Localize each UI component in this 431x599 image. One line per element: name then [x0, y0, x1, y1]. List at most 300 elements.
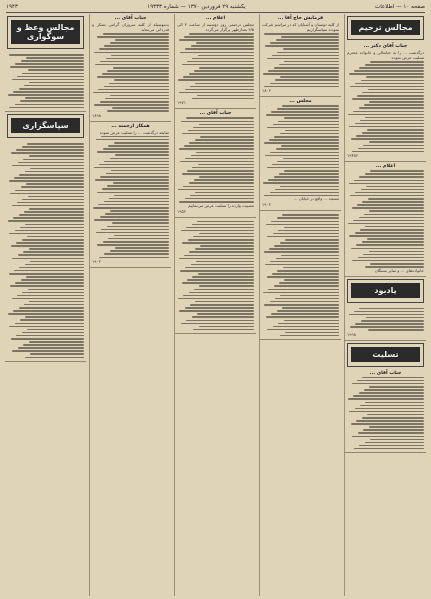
column-4	[89, 14, 171, 596]
text-line	[270, 261, 339, 263]
banner-frame	[347, 343, 424, 367]
text-line	[109, 198, 169, 200]
text-line	[100, 101, 169, 103]
text-line	[365, 226, 424, 228]
text-line	[359, 392, 424, 394]
text-line	[273, 124, 339, 126]
text-line	[97, 192, 169, 194]
text-line	[190, 195, 254, 197]
text-line	[24, 211, 84, 213]
text-line	[369, 141, 424, 143]
text-line	[196, 261, 254, 263]
text-line	[195, 83, 254, 85]
text-line	[349, 126, 424, 128]
text-line	[272, 273, 339, 275]
text-line	[280, 242, 339, 244]
text-line	[361, 189, 424, 191]
text-line	[194, 179, 254, 181]
text-lines	[92, 136, 169, 258]
text-line	[282, 214, 339, 216]
text-line	[270, 83, 339, 85]
banner-frame	[7, 114, 84, 138]
text-line	[107, 185, 169, 187]
text-line	[113, 67, 169, 69]
text-line	[351, 248, 424, 250]
text-line	[182, 282, 254, 284]
text-line	[362, 92, 424, 94]
text-line	[179, 258, 254, 260]
text-lines	[177, 33, 254, 99]
text-line	[8, 313, 84, 315]
text-line	[264, 304, 339, 306]
text-line	[194, 289, 254, 291]
text-line	[193, 329, 254, 331]
notice-code: ۱۹۰۲	[92, 259, 101, 264]
notice-title: جناب آقای ...	[369, 370, 402, 376]
text-line	[267, 58, 339, 60]
text-line	[199, 326, 254, 328]
text-line	[22, 199, 84, 201]
text-line	[110, 250, 169, 252]
text-lines	[262, 214, 339, 336]
text-line	[26, 57, 84, 59]
text-line	[361, 320, 424, 322]
text-line	[263, 292, 339, 294]
text-line	[182, 64, 254, 66]
text-line	[275, 189, 339, 191]
text-line	[350, 86, 424, 88]
text-line	[365, 173, 424, 175]
text-line	[191, 155, 254, 157]
text-line	[29, 155, 84, 157]
text-line	[104, 201, 169, 203]
text-line	[25, 224, 84, 226]
text-line	[282, 105, 339, 107]
column-2	[259, 14, 341, 596]
text-line	[107, 226, 169, 228]
text-line	[29, 248, 84, 250]
text-line	[110, 158, 169, 160]
text-line	[285, 332, 339, 334]
banner-sepas: سپاسگزاری	[11, 118, 80, 133]
text-line	[266, 316, 339, 318]
text-line	[189, 142, 254, 144]
text-line	[370, 61, 424, 63]
text-line	[283, 158, 339, 160]
text-line	[180, 52, 254, 54]
text-line	[8, 94, 84, 96]
notice-code: ۱۹۰۲	[262, 202, 271, 208]
text-line	[199, 285, 254, 287]
text-line	[266, 114, 339, 116]
text-line	[12, 165, 84, 167]
text-line	[97, 151, 169, 153]
notice-title: مجلس ...	[289, 99, 312, 105]
date-label: یکشنبه ۲۹ فروردین ۱۳۷۰ — شماره ۱۹۳۳۳	[147, 4, 246, 10]
text-line	[115, 154, 169, 156]
text-line	[349, 235, 424, 237]
text-line	[23, 344, 84, 346]
notice-title: اعلام ...	[375, 164, 396, 170]
text-line	[25, 316, 84, 318]
text-line	[112, 107, 169, 109]
notice	[260, 14, 341, 97]
text-line	[180, 270, 254, 272]
notice-title: فرمایش حاج آقا ...	[277, 16, 324, 21]
text-line	[98, 204, 169, 206]
text-line	[275, 298, 339, 300]
text-line	[189, 73, 254, 75]
text-line	[12, 258, 84, 260]
text-line	[193, 236, 254, 238]
text-line	[359, 217, 424, 219]
text-line	[284, 61, 339, 63]
banner-frame	[347, 16, 424, 40]
text-line	[280, 186, 339, 188]
text-line	[355, 83, 424, 85]
text-line	[200, 136, 254, 138]
text-line	[22, 239, 84, 241]
text-line	[363, 254, 424, 256]
notice-code: ۱۹۵۲	[177, 208, 186, 214]
text-line	[183, 76, 254, 78]
text-line	[352, 383, 424, 385]
text-line	[28, 196, 84, 198]
notice-title: اعلام ...	[205, 16, 226, 21]
text-line	[11, 152, 84, 154]
text-line	[271, 313, 339, 315]
text-line	[109, 83, 169, 85]
text-line	[364, 214, 424, 216]
text-line	[112, 222, 169, 224]
notice	[345, 369, 426, 454]
text-line	[283, 48, 339, 50]
text-line	[359, 107, 424, 109]
text-line	[281, 36, 339, 38]
text-line	[102, 73, 169, 75]
notice-text: مصیبت وارده را تسلیت عرض می‌نماییم	[188, 202, 254, 208]
text-line	[10, 193, 84, 195]
text-lines	[7, 143, 84, 358]
text-line	[13, 217, 84, 219]
text-line	[108, 145, 169, 147]
text-line	[359, 308, 424, 310]
text-line	[29, 208, 84, 210]
text-line	[355, 232, 424, 234]
text-line	[103, 241, 169, 243]
text-line	[193, 127, 254, 129]
text-line	[365, 64, 424, 66]
text-line	[114, 235, 169, 237]
text-line	[360, 229, 424, 231]
text-line	[268, 289, 339, 291]
text-line	[93, 207, 169, 209]
banner-vaz: مجالس وعظ و سوگواری	[11, 20, 80, 44]
text-line	[181, 121, 254, 123]
text-line	[28, 69, 84, 71]
text-line	[352, 207, 424, 209]
text-line	[276, 39, 339, 41]
text-lines	[262, 105, 339, 196]
text-line	[359, 176, 424, 178]
text-line	[18, 162, 84, 164]
text-line	[100, 216, 169, 218]
text-line	[114, 79, 169, 81]
text-line	[359, 67, 424, 69]
text-line	[111, 55, 169, 57]
text-line	[197, 221, 254, 223]
text-line	[189, 182, 254, 184]
text-line	[178, 298, 254, 300]
text-line	[197, 95, 254, 97]
text-line	[351, 423, 424, 425]
text-line	[369, 251, 424, 253]
text-line	[93, 92, 169, 94]
text-line	[105, 98, 169, 100]
notice-text: از کلیه دوستان و آشنایان که در مراسم شرکت نمودند سپاسگزاریم	[262, 22, 339, 32]
text-line	[357, 380, 424, 382]
text-line	[20, 100, 84, 102]
text-line	[284, 117, 339, 119]
text-line	[352, 260, 424, 262]
text-line	[94, 52, 169, 54]
text-line	[27, 236, 84, 238]
text-line	[274, 136, 339, 138]
text-line	[182, 173, 254, 175]
text-line	[113, 182, 169, 184]
text-line	[195, 248, 254, 250]
text-line	[18, 254, 84, 256]
text-line	[268, 70, 339, 72]
text-line	[96, 232, 169, 234]
text-line	[267, 236, 339, 238]
text-line	[14, 177, 84, 179]
text-line	[185, 48, 254, 50]
notice	[345, 162, 426, 276]
text-line	[9, 180, 84, 182]
text-line	[94, 167, 169, 169]
text-line	[22, 292, 84, 294]
text-line	[185, 307, 254, 309]
text-line	[28, 289, 84, 291]
text-line	[362, 377, 424, 379]
text-line	[369, 101, 424, 103]
text-line	[21, 279, 84, 281]
text-line	[364, 104, 424, 106]
text-lines	[7, 54, 84, 108]
text-line	[351, 138, 424, 140]
text-line	[354, 70, 424, 72]
text-line	[12, 350, 84, 352]
notice-code: ۱۸۹۸	[92, 112, 101, 118]
text-line	[105, 213, 169, 215]
text-line	[362, 132, 424, 134]
text-line	[285, 239, 339, 241]
text-line	[187, 61, 254, 63]
text-line	[265, 264, 339, 266]
text-line	[277, 108, 339, 110]
text-line	[94, 104, 169, 106]
text-line	[110, 210, 169, 212]
text-line	[29, 82, 84, 84]
text-line	[178, 79, 254, 81]
notice-title: همکار ارجمند ...	[111, 123, 150, 129]
text-line	[196, 152, 254, 154]
text-line	[16, 242, 84, 244]
text-line	[192, 58, 254, 60]
text-line	[272, 55, 339, 57]
text-line	[188, 239, 254, 241]
text-line	[264, 86, 339, 88]
text-line	[99, 48, 169, 50]
text-line	[99, 257, 169, 259]
text-line	[350, 326, 424, 328]
text-line	[183, 295, 254, 297]
text-line	[279, 173, 339, 175]
text-line	[30, 168, 84, 170]
text-line	[103, 33, 169, 35]
text-line	[361, 80, 424, 82]
text-line	[265, 155, 339, 157]
text-line	[280, 76, 339, 78]
text-line	[186, 117, 254, 119]
notice-code: ۱۹۹۸	[347, 331, 356, 337]
text-line	[268, 179, 339, 181]
text-line	[358, 432, 424, 434]
text-line	[353, 220, 424, 222]
text-line	[273, 233, 339, 235]
text-line	[192, 276, 254, 278]
text-line	[100, 61, 169, 63]
text-line	[104, 86, 169, 88]
text-line	[362, 241, 424, 243]
text-line	[25, 171, 84, 173]
text-line	[191, 45, 254, 47]
notice-code: ۱۹۴۸۲	[347, 153, 359, 159]
text-line	[181, 230, 254, 232]
text-line	[18, 347, 84, 349]
text-line	[23, 159, 84, 161]
text-line	[198, 55, 254, 57]
text-line	[16, 335, 84, 337]
text-line	[280, 295, 339, 297]
text-line	[179, 39, 254, 41]
banner-frame	[7, 16, 84, 49]
text-lines	[347, 61, 424, 152]
text-line	[182, 242, 254, 244]
text-line	[16, 149, 84, 151]
text-line	[279, 64, 339, 66]
text-line	[108, 238, 169, 240]
text-line	[269, 139, 339, 141]
text-line	[15, 104, 84, 106]
text-line	[271, 111, 339, 113]
text-line	[356, 135, 424, 137]
text-line	[279, 282, 339, 284]
notice-text: مجلس ترحیمی روز دوشنبه از ساعت ۳ الی ۴/۵ بعدازظهر برگزار می‌گردد	[177, 22, 254, 32]
text-line	[189, 251, 254, 253]
text-line	[267, 276, 339, 278]
text-line	[13, 91, 84, 93]
text-line	[195, 192, 254, 194]
text-line	[27, 143, 84, 145]
text-line	[364, 389, 424, 391]
column-5	[5, 14, 86, 596]
text-line	[10, 66, 84, 68]
text-lines	[347, 308, 424, 331]
text-line	[23, 251, 84, 253]
text-line	[102, 188, 169, 190]
text-line	[17, 76, 84, 78]
text-line	[13, 310, 84, 312]
page-label: صفحه ۱۰ — اطلاعات	[375, 4, 425, 10]
text-line	[187, 279, 254, 281]
text-line	[15, 190, 84, 192]
text-line	[186, 320, 254, 322]
text-line	[280, 335, 339, 337]
text-line	[349, 314, 424, 316]
text-line	[368, 89, 424, 91]
text-line	[349, 411, 424, 413]
notice-text: بدینوسیله از کلیه سروران گرامی تشکر و قدردانی می‌نماید	[92, 22, 169, 32]
text-line	[26, 183, 84, 185]
text-line	[353, 395, 424, 397]
text-line	[272, 164, 339, 166]
text-line	[273, 326, 339, 328]
text-line	[192, 98, 254, 100]
text-line	[370, 263, 424, 265]
text-line	[369, 386, 424, 388]
text-line	[363, 145, 424, 147]
text-line	[115, 39, 169, 41]
text-line	[184, 36, 254, 38]
text-line	[189, 292, 254, 294]
text-line	[263, 73, 339, 75]
text-line	[277, 270, 339, 272]
text-line	[366, 186, 424, 188]
text-line	[15, 282, 84, 284]
text-line	[11, 338, 84, 340]
text-line	[185, 158, 254, 160]
notice	[345, 305, 426, 341]
text-line	[198, 164, 254, 166]
text-line	[284, 320, 339, 322]
text-line	[280, 133, 339, 135]
text-line	[370, 170, 424, 172]
text-line	[9, 326, 84, 328]
text-line	[183, 186, 254, 188]
text-line	[271, 221, 339, 223]
text-line	[199, 124, 254, 126]
text-line	[369, 426, 424, 428]
text-line	[27, 329, 84, 331]
text-line	[274, 176, 339, 178]
text-line	[274, 67, 339, 69]
notice-text: خانواده‌های ... و سایر بستگان	[374, 267, 424, 273]
text-line	[10, 285, 84, 287]
text-line	[370, 439, 424, 441]
text-line	[367, 414, 424, 416]
text-line	[21, 60, 84, 62]
text-line	[363, 429, 424, 431]
text-line	[197, 313, 254, 315]
banner-tarhim: مجالس ترحیم	[351, 20, 420, 35]
notice-code: ۱۹۷۱	[177, 100, 186, 106]
text-line	[270, 42, 339, 44]
text-line	[19, 307, 84, 309]
text-line	[97, 36, 169, 38]
text-lines	[92, 33, 169, 112]
